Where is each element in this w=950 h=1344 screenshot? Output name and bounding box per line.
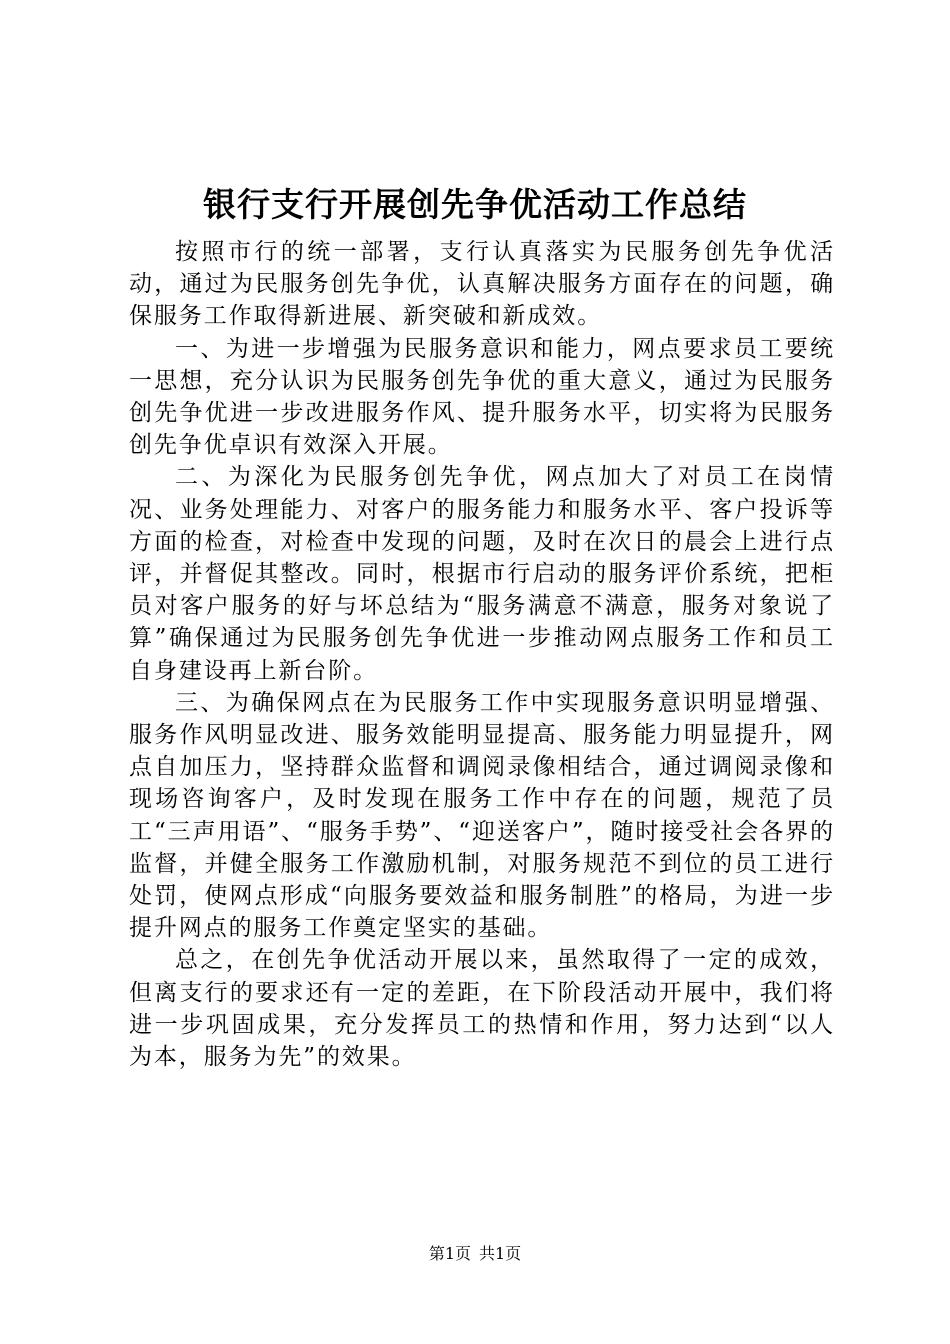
paragraph-conclusion: 总之，在创先争优活动开展以来，虽然取得了一定的成效，但离支行的要求还有一定的差距，在下阶段活动开展中，我们将进一步巩固成果，充分发挥员工的热情和作用，努力达到“以人为本，服务为先”的效果。 [129, 947, 835, 1071]
page-number: 第1页 [428, 1244, 471, 1263]
document-body [129, 236, 835, 1073]
paragraph-section-two: 二、为深化为民服务创先争优，网点加大了对员工在岗情况、业务处理能力、对客户的服务能力和服务水平、客户投诉等方面的检查，对检查中发现的问题，及时在次日的晨会上进行点评，并督促其整改。同时，根据市行启动的服务评价系统，把柜员对客户服务的好与坏总结为“服务满意不满意，服务对象说了算”确保通过为民服务创先争优进一步推动网点服务工作和员工自身建设再上新台阶。 [129, 464, 835, 684]
paragraph-section-three: 三、为确保网点在为民服务工作中实现服务意识明显增强、服务作风明显改进、服务效能明显提高、服务能力明显提升，网点自加压力，坚持群众监督和调阅录像相结合，通过调阅录像和现场咨询客户，及时发现在服务工作中存在的问题，规范了员工“三声用语”、“服务手势”、“迎送客户”，随时接受社会各界的监督，并健全服务工作激励机制，对服务规范不到位的员工进行处罚，使网点形成“向服务要效益和服务制胜”的格局，为进一步提升网点的服务工作奠定坚实的基础。 [129, 689, 835, 942]
document-title: 银行支行开展创先争优活动工作总结 [203, 185, 747, 224]
page-total: 共1页 [479, 1244, 522, 1263]
paragraph-section-one: 一、为进一步增强为民服务意识和能力，网点要求员工要统一思想，充分认识为民服务创先争优的重大意义，通过为民服务创先争优进一步改进服务作风、提升服务水平，切实将为民服务创先争优卓识有效深入开展。 [129, 335, 835, 459]
page-footer [0, 1243, 950, 1265]
paragraph-intro: 按照市行的统一部署，支行认真落实为民服务创先争优活动，通过为民服务创先争优，认真解决服务方面存在的问题，确保服务工作取得新进展、新突破和新成效。 [129, 239, 835, 330]
